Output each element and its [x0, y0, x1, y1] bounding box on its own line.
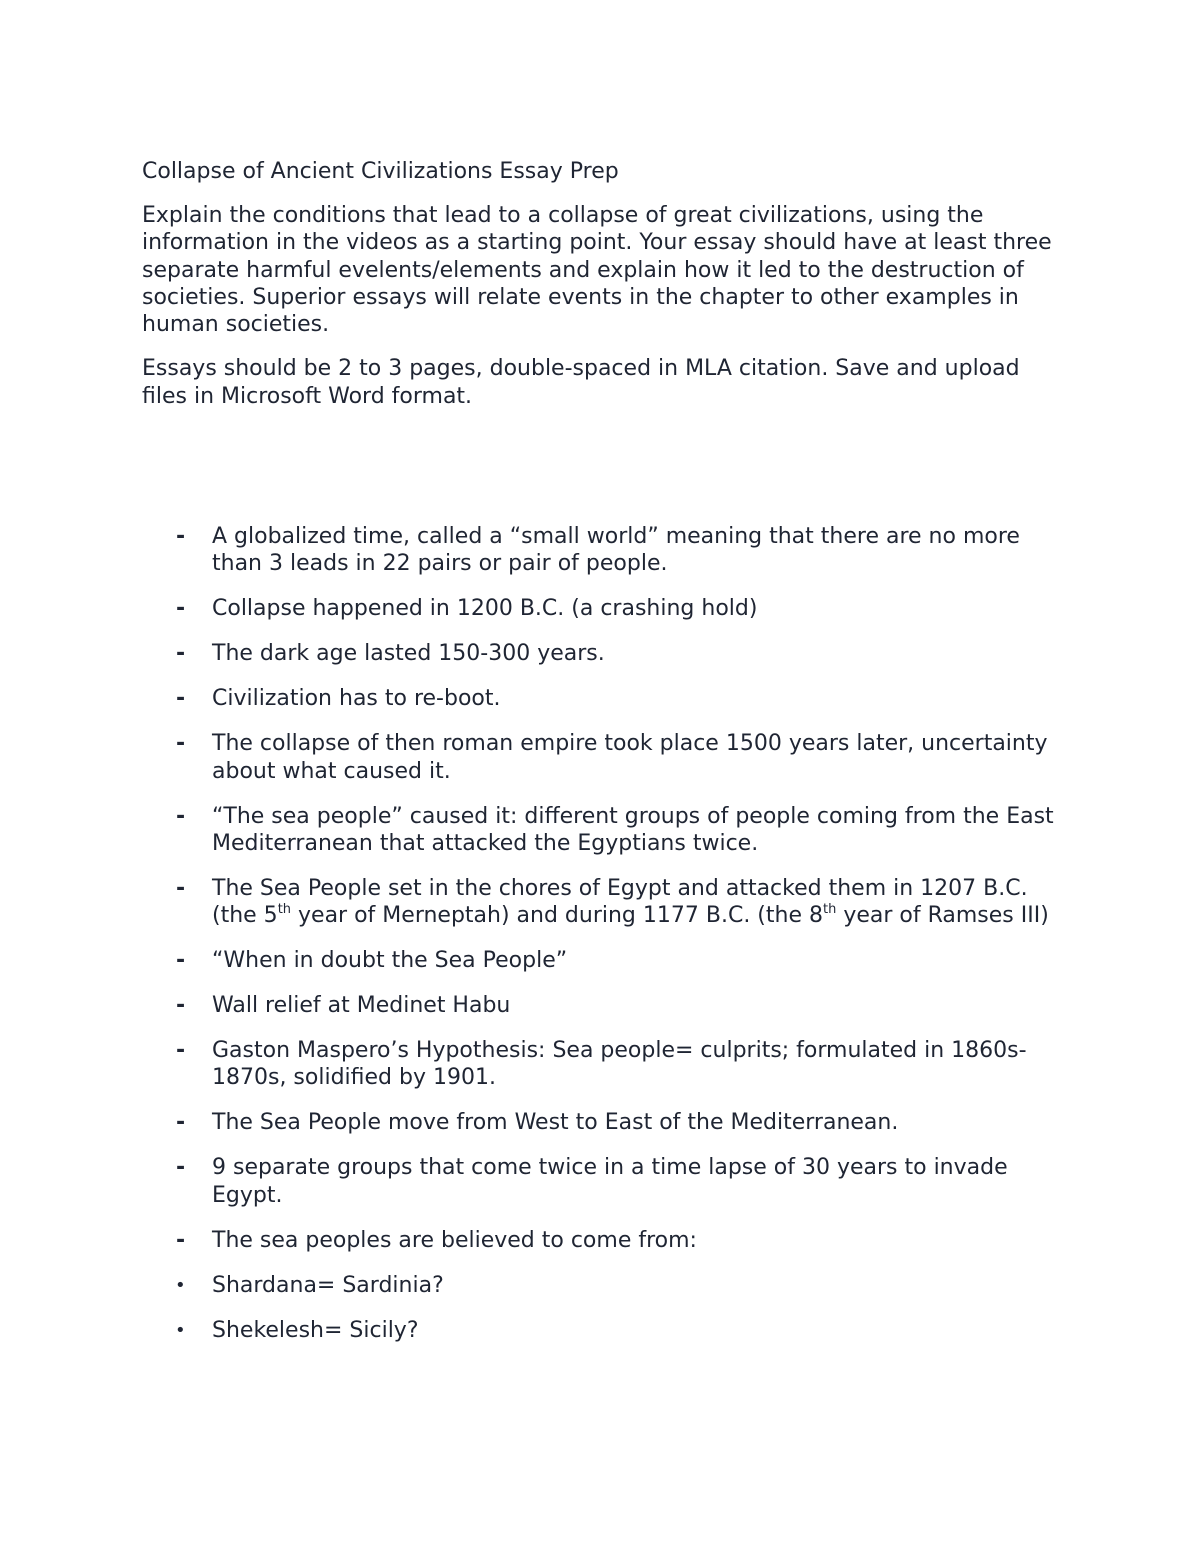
list-item-text: Wall relief at Medinet Habu [212, 993, 511, 1019]
dash-marker: - [176, 524, 186, 550]
ordinal-superscript: th [822, 902, 837, 918]
document-title: Collapse of Ancient Civilizations Essay Prep [142, 159, 619, 184]
list-item-text: The collapse of then roman empire took place 1500 years later, uncertainty about what caused it. [212, 731, 1048, 784]
list-item-text: The sea peoples are believed to come from: [212, 1227, 697, 1253]
dash-marker: - [176, 1227, 186, 1253]
list-item [142, 1037, 1062, 1092]
list-item [142, 1109, 1062, 1136]
notes-list [142, 523, 1062, 1344]
list-item [142, 1154, 1062, 1209]
list-item-text: Civilization has to re-boot. [212, 686, 501, 712]
blank-space [142, 427, 1062, 523]
dash-marker: - [176, 596, 186, 622]
list-item [142, 1227, 1062, 1254]
bullet-marker: • [175, 1274, 186, 1296]
list-item-text: A globalized time, called a “small world” meaning that there are no more than 3 leads in 22 pairs or pair of people. [212, 524, 1020, 577]
dash-marker: - [176, 948, 186, 974]
list-item [142, 1317, 1062, 1344]
dash-marker: - [176, 641, 186, 667]
list-item-text: The Sea People move from West to East of the Mediterranean. [212, 1110, 899, 1136]
list-item-text: “When in doubt the Sea People” [212, 948, 568, 974]
ordinal-superscript: th [277, 902, 292, 918]
dash-marker: - [176, 1110, 186, 1136]
list-item [142, 992, 1062, 1019]
list-item-text: “The sea people” caused it: different groups of people coming from the East Mediterranean that attacked the Egyptians twice. [212, 803, 1054, 856]
list-item [142, 595, 1062, 622]
list-item [142, 803, 1062, 858]
bullet-marker: • [175, 1319, 186, 1341]
dash-marker: - [176, 875, 186, 901]
list-item [142, 1272, 1062, 1299]
list-item [142, 640, 1062, 667]
list-item-text [212, 876, 1049, 928]
dash-marker: - [176, 803, 186, 829]
dash-marker: - [176, 731, 186, 757]
list-item [142, 947, 1062, 974]
list-item-text: Shardana= Sardinia? [212, 1272, 444, 1298]
text-segment: The Sea People set in the chores of Egypt and attacked them in 1207 B.C. (the 5 [212, 875, 1028, 929]
list-item-text: Gaston Maspero’s Hypothesis: Sea people= culprits; formulated in 1860s- 1870s, solidified by 1901. [212, 1038, 1027, 1091]
document-page [142, 158, 1062, 1362]
list-item [142, 685, 1062, 712]
list-item-text: Shekelesh= Sicily? [212, 1317, 419, 1343]
dash-marker: - [176, 1155, 186, 1181]
list-item-text: The dark age lasted 150-300 years. [212, 641, 605, 667]
dash-marker: - [176, 993, 186, 1019]
list-item-text: Collapse happened in 1200 B.C. (a crashing hold) [212, 596, 758, 622]
list-item-text: 9 separate groups that come twice in a time lapse of 30 years to invade Egypt. [212, 1155, 1008, 1208]
text-segment: year of Merneptah) and during 1177 B.C. (the 8 [291, 903, 823, 929]
dash-marker: - [176, 1038, 186, 1064]
list-item [142, 875, 1062, 930]
dash-marker: - [176, 686, 186, 712]
list-item [142, 730, 1062, 785]
requirements-paragraph: Essays should be 2 to 3 pages, double-spaced in MLA citation. Save and upload files in Microsoft Word format. [142, 356, 1020, 409]
list-item [142, 523, 1062, 578]
instructions-paragraph: Explain the conditions that lead to a collapse of great civilizations, using the information in the videos as a starting point. Your essay should have at least three separate harmful evelents/elements and explain how it led to the destruction of societies. Superior essays will relate events in the chapter to other examples in human societies. [142, 203, 1052, 338]
text-segment: year of Ramses III) [836, 903, 1049, 929]
